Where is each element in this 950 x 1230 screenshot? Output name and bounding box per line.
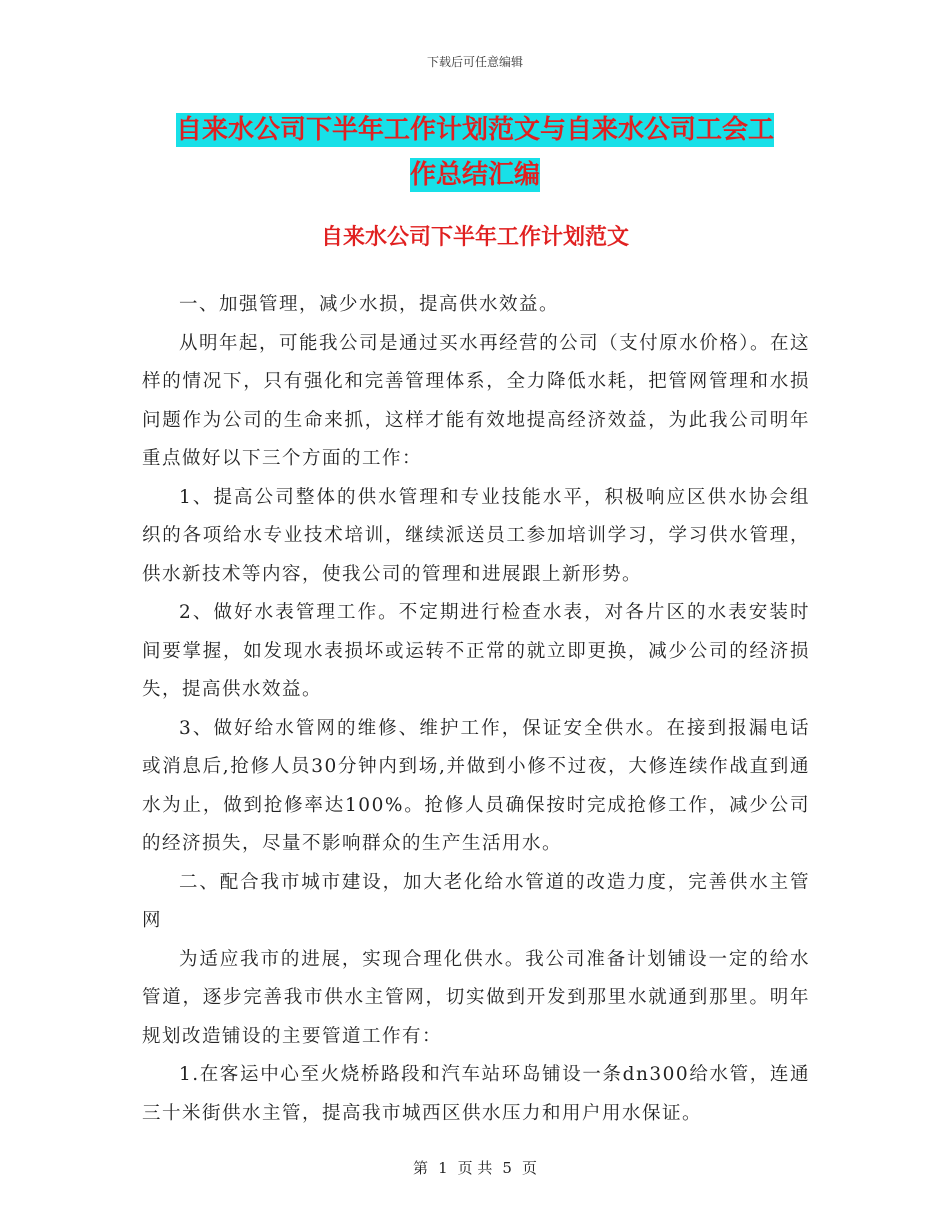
document-title-line-1	[0, 112, 950, 148]
document-body	[142, 286, 810, 1133]
title-highlight: 自来水公司下半年工作计划范文与自来水公司工会工	[175, 115, 774, 145]
paragraph: 一、加强管理，减少水损，提高供水效益。	[179, 294, 560, 315]
page-number: 1	[438, 1159, 448, 1177]
paragraph: 二、配合我市城市建设，加大老化给水管道的改造力度，完善供水主管网	[142, 871, 810, 931]
paragraph: 1.在客运中心至火烧桥路段和汽车站环岛铺设一条dn300给水管，连通三十米街供水主管，提高我市城西区供水压力和用户用水保证。	[142, 1064, 810, 1124]
title-highlight: 作总结汇编	[409, 160, 540, 190]
footer-suffix: 页	[521, 1159, 537, 1177]
paragraph: 为适应我市的进展，实现合理化供水。我公司准备计划铺设一定的给水管道，逐步完善我市供水主管网，切实做到开发到那里水就通到那里。明年规划改造铺设的主要管道工作有：	[142, 948, 810, 1047]
header-note: 下载后可任意编辑	[426, 55, 523, 69]
paragraph: 3、做好给水管网的维修、维护工作，保证安全供水。在接到报漏电话或消息后,抢修人员30分钟内到场,并做到小修不过夜，大修连续作战直到通水为止，做到抢修率达100%。抢修人员确保按时完成抢修工作，减少公司的经济损失，尽量不影响群众的生产生活用水。	[142, 717, 810, 854]
paragraph: 2、做好水表管理工作。不定期进行检查水表，对各片区的水表安装时间要掌握，如发现水表损坏或运转不正常的就立即更换，减少公司的经济损失，提高供水效益。	[142, 602, 810, 700]
page-footer	[0, 1157, 950, 1178]
section-title: 自来水公司下半年工作计划范文	[320, 225, 629, 250]
paragraph: 1、提高公司整体的供水管理和专业技能水平，积极响应区供水协会组织的各项给水专业技术培训，继续派送员工参加培训学习，学习供水管理，供水新技术等内容，使我公司的管理和进展跟上新形势。	[142, 486, 810, 585]
paragraph: 从明年起，可能我公司是通过买水再经营的公司（支付原水价格）。在这样的情况下，只有强化和完善管理体系，全力降低水耗，把管网管理和水损问题作为公司的生命来抓，这样才能有效地提高经济效益，为此我公司明年重点做好以下三个方面的工作：	[142, 332, 810, 469]
page-total: 5	[502, 1159, 512, 1177]
document-title-line-2	[0, 157, 950, 193]
footer-prefix: 第	[413, 1159, 429, 1177]
footer-middle: 页 共	[457, 1159, 493, 1177]
